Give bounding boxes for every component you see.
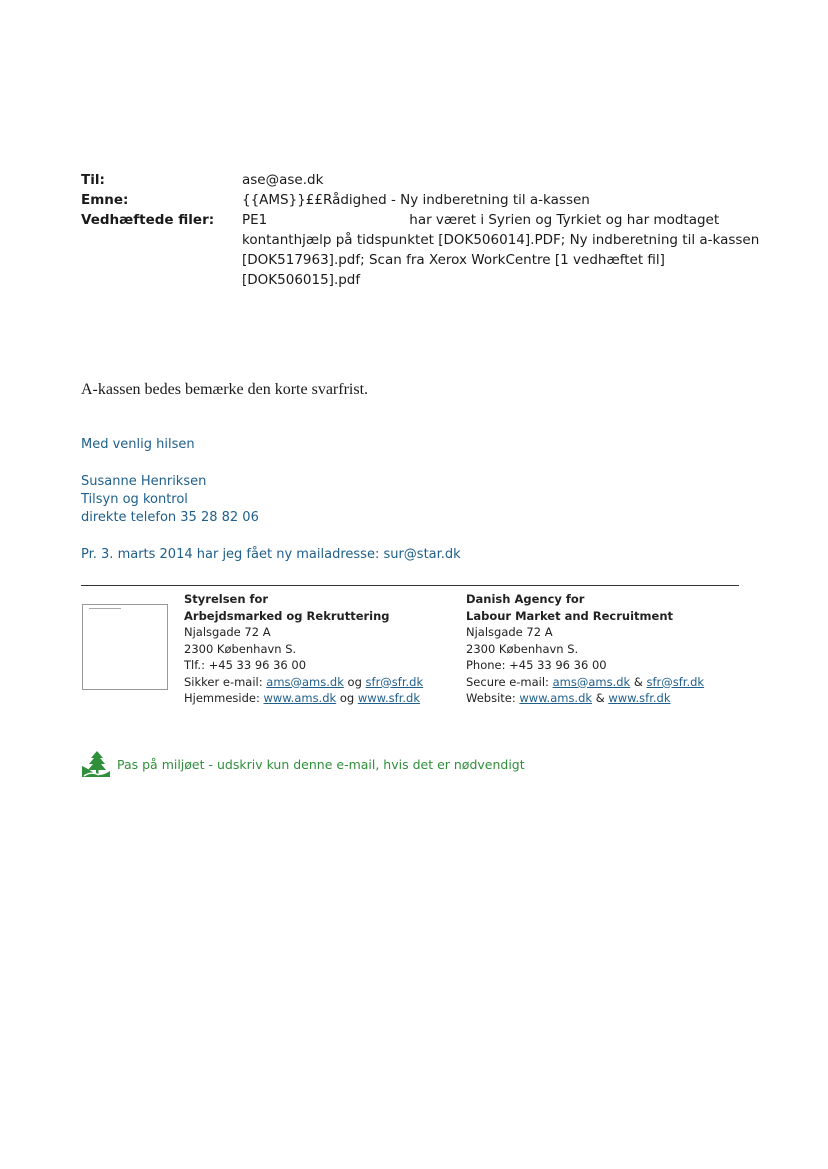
attachments-line2: kontanthjælp på tidspunktet [DOK506014].PDF; Ny indberetning til a-kassen <box>242 232 760 248</box>
website-label: Website: <box>466 691 520 705</box>
email-join: & <box>630 674 647 689</box>
attachments-line3: [DOK517963].pdf; Scan fra Xerox WorkCentre [1 vedhæftet fil] <box>242 252 665 268</box>
website-link-ams[interactable]: www.ams.dk <box>263 691 337 705</box>
footer-address-english <box>466 591 704 707</box>
signature-block <box>81 473 259 527</box>
signature-name: Susanne Henriksen <box>81 474 207 489</box>
subject-value: {{AMS}}££Rådighed - Ny indberetning til a-kassen <box>242 192 590 208</box>
email-header <box>81 170 781 290</box>
footer-address-danish <box>184 591 423 707</box>
subject-row <box>81 190 781 210</box>
attachments-row <box>81 210 781 290</box>
agency-name-line1: Danish Agency for <box>466 592 585 606</box>
website-join: & <box>592 691 609 705</box>
agency-website <box>466 690 704 707</box>
website-link-sfr[interactable]: www.sfr.dk <box>357 691 420 705</box>
attachments-first-line <box>242 210 781 230</box>
agency-secure-email <box>466 674 704 691</box>
attachments-line1: har været i Syrien og Tyrkiet og har modtaget <box>409 212 720 228</box>
signature-phone: direkte telefon 35 28 82 06 <box>81 510 259 525</box>
agency-name-line2: Labour Market and Recruitment <box>466 608 674 623</box>
environment-note <box>81 750 525 778</box>
agency-city: 2300 København S. <box>466 641 579 656</box>
website-label: Hjemmeside: <box>184 691 264 705</box>
attachments-line4: [DOK506015].pdf <box>242 272 361 288</box>
body-note: A-kassen bedes bemærke den korte svarfrist. <box>81 381 369 398</box>
agency-street: Njalsgade 72 A <box>184 625 271 639</box>
agency-street: Njalsgade 72 A <box>466 625 553 639</box>
subject-label: Emne: <box>81 192 129 208</box>
agency-website <box>184 690 423 707</box>
footer-divider <box>81 585 739 586</box>
signature-greeting: Med venlig hilsen <box>81 437 195 452</box>
email-link-sfr[interactable]: sfr@sfr.dk <box>365 674 424 689</box>
to-label: Til: <box>81 172 105 188</box>
logo-placeholder <box>82 604 168 690</box>
tree-icon <box>81 750 111 778</box>
to-value: ase@ase.dk <box>242 172 324 188</box>
email-link-ams[interactable]: ams@ams.dk <box>266 674 344 689</box>
email-link-sfr[interactable]: sfr@sfr.dk <box>646 674 705 689</box>
signature-department: Tilsyn og kontrol <box>81 492 188 507</box>
logo-line <box>89 608 121 609</box>
attachments-prefix: PE1 <box>242 212 268 228</box>
agency-name-line2: Arbejdsmarked og Rekruttering <box>184 608 390 623</box>
environment-note-text: Pas på miljøet - udskriv kun denne e-mail, hvis det er nødvendigt <box>117 756 525 772</box>
attachments-value <box>242 210 781 290</box>
agency-phone: Phone: +45 33 96 36 00 <box>466 658 607 672</box>
agency-secure-email <box>184 674 423 691</box>
agency-name-line1: Styrelsen for <box>184 592 269 606</box>
secure-email-label: Sikker e-mail: <box>184 674 267 689</box>
agency-phone: Tlf.: +45 33 96 36 00 <box>184 658 307 672</box>
website-join: og <box>336 691 358 705</box>
signature-mail-note: Pr. 3. marts 2014 har jeg fået ny mailadresse: sur@star.dk <box>81 547 461 562</box>
email-link-ams[interactable]: ams@ams.dk <box>552 674 631 689</box>
agency-city: 2300 København S. <box>184 641 297 656</box>
secure-email-label: Secure e-mail: <box>466 674 553 689</box>
attachments-label: Vedhæftede filer: <box>81 212 215 228</box>
to-row <box>81 170 781 190</box>
website-link-ams[interactable]: www.ams.dk <box>519 691 593 705</box>
email-join: og <box>343 674 366 689</box>
website-link-sfr[interactable]: www.sfr.dk <box>608 691 671 705</box>
